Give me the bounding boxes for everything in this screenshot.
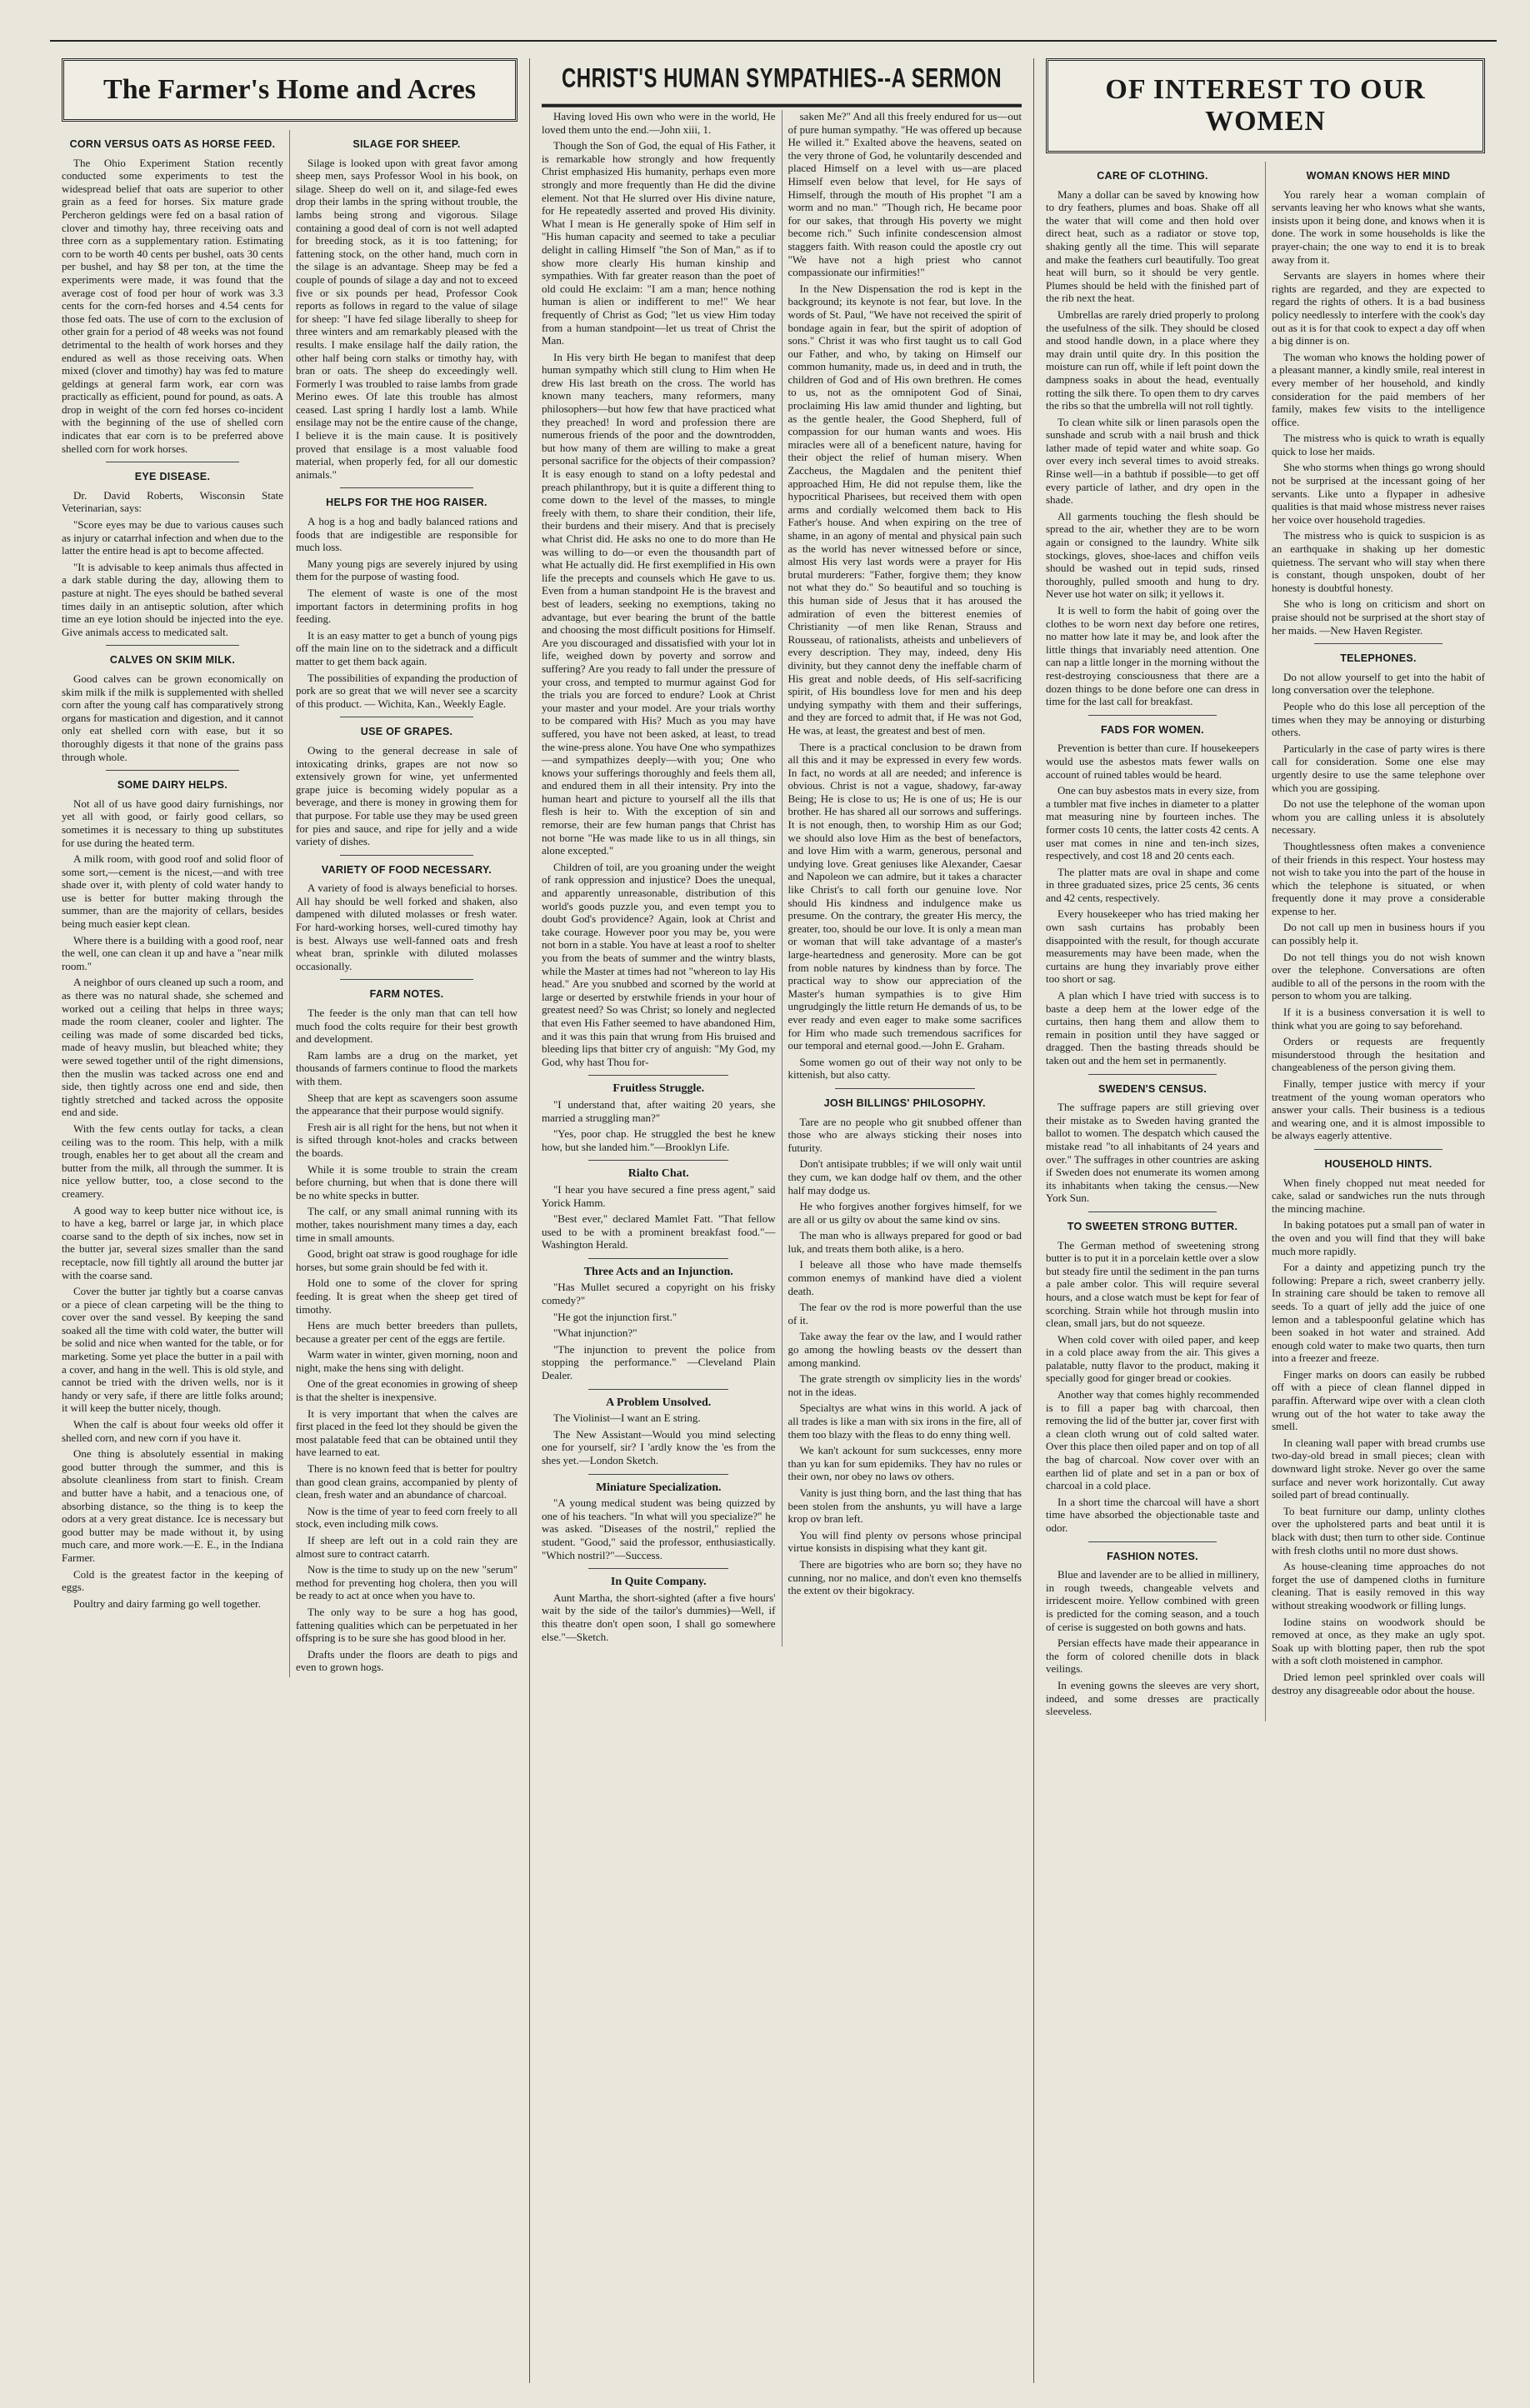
article-paragraph: A hog is a hog and badly balanced rations and foods that are indigestible are responsible for much loss. [296, 515, 518, 554]
article-paragraph: Dr. David Roberts, Wisconsin State Veterinarian, says: [62, 488, 283, 515]
article-title: FASHION NOTES. [1107, 1550, 1198, 1562]
women-column-2 [1265, 162, 1485, 1721]
short-item-title: A Problem Unsolved. [606, 1396, 712, 1409]
article-paragraph: To beat furniture our damp, unlinty clothes over the upholstered parts and beat until it is black with dust; then turn to other side. Continue with fresh cloths until no more dust shows. [1272, 1504, 1485, 1556]
article-paragraph: It is an easy matter to get a bunch of young pigs off the main line on to the sidetrack and a difficult matter to get them back again. [296, 628, 518, 667]
article-paragraph: Persian effects have made their appearance in the form of colored chenille dots in black veilings. [1046, 1636, 1259, 1676]
article-paragraph: The woman who knows the holding power of a pleasant manner, a kindly smile, real interest in every member of her household, and kindly consideration for the paid members of her family, makes few visits to the intelligence office. [1272, 350, 1485, 428]
billings-paragraph: You will find plenty ov persons whose principal virtue konsists in dispising what they kant git. [788, 1528, 1022, 1555]
article-paragraph: Poultry and dairy farming go well together. [73, 1596, 261, 1610]
women-heading: OF INTEREST TO OUR WOMEN [1046, 58, 1485, 153]
women-column-1 [1046, 162, 1265, 1721]
billings-paragraph: The man who is allways prepared for good or bad luk, and treats them both alike, is a hero. [788, 1229, 1022, 1255]
sermon-paragraph: Children of toil, are you groaning under the weight of rank oppression and injustice? Does the unequal, and apparently unreasonable, distribution of this world's goods puzzle you, and even tempt you to doubt God's providence? Again, look at Christ and take courage. However poor you may be, you were not born in a stable. You have at least a roof to shelter you from the beats of summer and the wintry blasts, while the Master at times had not "whereon to lay His head." Are you snubbed and scorned by the world at large or deserted by erstwhile friends in your hour of greatest need? So was Christ; so lonely and neglected that even His Father seemed to have abandoned Him, and it was this pain that wrung from His bruised and bleeding lips that bitter cry of anguish: "My God, my God, why hast Thou for- [542, 860, 776, 1068]
article-paragraph: Servants are slayers in homes where their rights are regarded, and they are expected to regard the rights of others. It is a bad business policy needlessly to interfere with the cook's day out as it is for that cook to expect a day off when a big dinner is on. [1272, 269, 1485, 347]
article-paragraph: A variety of food is always beneficial to horses. All hay should be well forked and shaken, also dampened with diluted molasses or fresh water. For hard-working horses, well-cured timothy hay is best. Always use well-fanned oats and fresh wheat bran, sprinkle with diluted molasses occasionally. [296, 882, 518, 972]
article-divider [1088, 1074, 1217, 1075]
article-paragraph: People who do this lose all perception of the times when they may be annoying or disturbing others. [1272, 699, 1485, 739]
short-item-paragraph: "Has Mullet secured a copyright on his frisky comedy?" [542, 1281, 776, 1307]
short-item-title: Fruitless Struggle. [612, 1082, 705, 1096]
article-paragraph: Warm water in winter, given morning, noon and night, make the hens sing with delight. [296, 1348, 518, 1374]
article-paragraph: Cold is the greatest factor in the keeping of eggs. [62, 1567, 283, 1594]
sermon-paragraph: In the New Dispensation the rod is kept in the background; its keynote is not fear, but love. In the words of St. Paul, "We have not received the spirit of bondage again in fear, but the spirit of adoption of sons." Christ it was who first taught us to call God our Father, and who, by taking on Himself our common humanity, made us, in deed and in truth, the children of God and of His own brethren. He comes to us, not as the omnipotent God of Sinai, proclaiming His law amid thunder and lighting, but as the gentle healer, the Good Shepherd, full of compassion for our human wants and woes. His miracles were all of a beneficent nature, having for their object the relief of human misery. When Zaccheus, the Magdalen and the penitent thief approached Him, He did not repulse them, like the hypocritical Pharisees, but received them with open arms and cordially welcomed them back to His Father's house. And when expiring on the tree of shame, in an agony of mental and physical pain such as the world has never witnessed before or since, almost His very last words were a prayer for His brutal murderers: "Father, forgive them; they know not what they do." So beautiful and so touching is this human side of Jesus that it has aroused the admiration of even the bitterest enemies of Christianity —of men like Renan, Strauss and Rousseau, of rationalists, atheists and unbelievers of every description. They may, indeed, deny His divinity, but they cannot deny the ineffable charm of His great and noble deeds, of His self-sacrificing spirit, of His boundless love for men and his deep undying sympathy with them and their sufferings, and they are forced to admit that, if He was not God, He was, at least, the greatest and best of men. [788, 282, 1022, 737]
article-paragraph: In a short time the charcoal will have a short time have absorbed the objectionable taste and odor. [1046, 1495, 1259, 1534]
article-title: SOME DAIRY HELPS. [117, 779, 228, 792]
article-paragraph: A milk room, with good roof and solid floor of some sort,—cement is the nicest,—and with tree shade over it, with plenty of cold water handy to use is better for butter making through the summer, than are the majority of cellars, besides being much easier kept clean. [62, 852, 283, 931]
article-paragraph: The feeder is the only man that can tell how much food the colts require for their best growth and development. [296, 1007, 518, 1046]
billings-paragraph: We kan't ackount for sum suckcesses, enny more than yu kan for sum epidemiks. They hav no rules or their own, nor obey no laws ov others. [788, 1444, 1022, 1483]
billings-paragraph: Specialtys are what wins in this world. A jack of all trades is like a man with six irons in the fire, all of them too blazy with the fleas to do enny thing well. [788, 1401, 1022, 1441]
article-paragraph: Not all of us have good dairy furnishings, nor yet all with good, or fairly good cellars, so sometimes it is necessary to thing up substitutes for use during the heated term. [62, 797, 283, 849]
article-paragraph: Hens are much better breeders than pullets, because a greater per cent of the eggs are fertile. [296, 1319, 518, 1345]
article-paragraph: Every housekeeper who has tried making her own sash curtains has probably been disappointed with the result, for though accurate measurements may have been made, when the curtains are hung they invariably prove either too short or sag. [1046, 907, 1259, 986]
article-paragraph: The mistress who is quick to wrath is equally quick to lose her maids. [1272, 432, 1485, 457]
article-paragraph: For a dainty and appetizing punch try the following: Prepare a rich, sweet cranberry jelly. In straining care should be taken to remove all seeds. To a quart of jelly add the juice of one lemon and a tablespoonful gelatine which has been soaked in hot water and strained. Add enough cold water to make two quarts, then turn into a freezer and freeze. [1272, 1261, 1485, 1365]
article-paragraph: Thoughtlessness often makes a convenience of their friends in this respect. Your hostess may not wish to take you into the part of the house in which the telephone is situated, or when frequently done it may prove a considerable expense to her. [1272, 839, 1485, 917]
sermon-paragraph: saken Me?" And all this freely endured for us—out of pure human sympathy. "He was offered up because He willed it." Exalted above the heavens, seated on the very throne of God, he voluntarily descended and placed Himself on a level with us—are placed Himself even below that level, for He says of Himself, through the mouth of His prophet "I am a worm and no man." "Though rich, He became poor for our sakes, that through His poverty we might become rich." Such infinite condescension almost staggers faith. With reason could the apostle cry out "We have not a high priest who cannot compassionate our infirmities!" [788, 110, 1022, 279]
article-paragraph: Prevention is better than cure. If housekeepers would use the asbestos mats fewer walls on account of ruined tables would be heard. [1046, 742, 1259, 781]
article-paragraph: Sheep that are kept as scavengers soon assume the appearance that their purpose would signify. [296, 1091, 518, 1117]
short-item-title: Three Acts and an Injunction. [583, 1265, 733, 1278]
article-title: HOUSEHOLD HINTS. [1324, 1157, 1432, 1170]
article-paragraph: With the few cents outlay for tacks, a clean ceiling was to the room. This help, with a milk trough, enables her to get about all the cream and butter from the milk, all through the summer. It is nice yellow butter, too, a close second to the creamery. [62, 1122, 283, 1200]
billings-title: JOSH BILLINGS' PHILOSOPHY. [823, 1097, 986, 1109]
article-paragraph: Finally, temper justice with mercy if your treatment of the young woman operators who answer your calls. Their business is a tedious and wearing one, and it is almost impossible to be always eagerly attentive. [1272, 1077, 1485, 1142]
article-paragraph: The mistress who is quick to suspicion is as an earthquake in shaking up her domestic quietness. The servant who will stay when there is constant, though unspoken, doubt of her honesty is doubtful honesty. [1272, 529, 1485, 594]
article-paragraph: "It is advisable to keep animals thus affected in a dark stable during the day, allowing them to pasture at night. The eyes should be bathed several times daily in an antiseptic solution, after which time an eye lotion should be injected into the eye. Give animals access to medicated salt. [62, 560, 283, 638]
short-item-title: In Quite Company. [610, 1576, 707, 1589]
article-title: TO SWEETEN STRONG BUTTER. [1067, 1220, 1238, 1232]
farmers-column-1 [62, 130, 289, 1677]
article-paragraph: Dried lemon peel sprinkled over coals will destroy any disagreeable odor about the house. [1272, 1670, 1485, 1696]
sermon-paragraph: Though the Son of God, the equal of His Father, it is remarkable how strongly and how frequently Christ emphasized His humanity, perhaps even more strongly and more frequently than He did the divine element. Not that He slurred over His divine nature, for He repeatedly asserted and proved His divinity. What I mean is He generally spoke of Him self in "His human capacity and seemed to take a peculiar delight in calling Himself "the Son of Man," as if to show more clearly His human kinship and sympathies. With far greater reason than the poet of old could He exclaim: "I am a man; hence nothing human is alien or indifferent to me!" We hear frequently of Christ as God; "let us view Him today from a human standpoint—let us treat of Christ the Man. [542, 139, 776, 347]
article-paragraph: Do not call up men in business hours if you can possibly help it. [1272, 921, 1485, 947]
article-paragraph: "Score eyes may be due to various causes such as injury or catarrhal infection and when due to the latter the entire head is apt to become affected. [62, 518, 283, 557]
short-item-paragraph: "What injunction?" [553, 1326, 638, 1340]
article-paragraph: Silage is looked upon with great favor among sheep men, says Professor Wool in his book, on silage. Sheep do well on it, and silage-fed ewes drop their lambs in the spring without trouble, the lambs being strong and vigorous. Silage containing a good deal of corn is not well adapted for breeding stock, as it is too fattening; for fattening stock, on the other hand, much corn in the silage is an advantage. Sheep may be fed a couple of pounds of silage a day and not to exceed five or six pounds per head, Professor Cook reports as follows in regard to the value of silage for sheep: "I have fed silage liberally to sheep for three winters and am remarkably pleased with the results. I make ensilage half the daily ration, the other half being corn stalks or timothy hay, with bran or oats. The sheep do exceedingly well. Formerly I was troubled to raise lambs from grade Merino ewes. Of late this trouble has almost ceased. Last spring I hardly lost a lamb. While ensilage may not be the entire cause of the change, I believe it is the main cause. It is positively proved that ensilage is a most valuable food material, when properly fed, for all our domestic animals." [296, 156, 518, 481]
short-item-paragraph: The Violinist—I want an E string. [553, 1411, 701, 1425]
article-paragraph: It is well to form the habit of going over the clothes to be worn next day before one retires, no matter how late it may be, and look after the little things that invariably need attention. One can nap a little longer in the morning without the rest-destroying consciousness that there are a dozen things to be done before one can dress in time for the last call for breakfast. [1046, 604, 1259, 708]
article-title: FARM NOTES. [369, 988, 444, 1001]
article-paragraph: The element of waste is one of the most important factors in determining profits in hog feeding. [296, 587, 518, 626]
billings-paragraph: I beleave all those who have made themselfs common enemys of mankind have died a violent death. [788, 1258, 1022, 1297]
short-item-paragraph: "The injunction to prevent the police from stopping the performance." —Cleveland Plain Dealer. [542, 1342, 776, 1382]
article-paragraph: She who is long on criticism and short on praise should not be surprised at the short stay of her maids. —New Haven Register. [1272, 597, 1485, 637]
article-paragraph: When the calf is about four weeks old offer it shelled corn, and new corn if you have it. [62, 1418, 283, 1444]
article-paragraph: A plan which I have tried with success is to baste a deep hem at the lower edge of the curtains, then hang them and allow them to remain in position until they have sagged or dragged. Then the basting threads should be taken out and the hem set in permanently. [1046, 989, 1259, 1067]
billings-paragraph: Don't antisipate trubbles; if we will only wait until they cum, we kan dodge half ov them, and the other half may dodge us. [788, 1157, 1022, 1197]
short-item-paragraph: "I understand that, after waiting 20 years, she married a struggling man?" [542, 1097, 776, 1124]
farmers-column-2 [289, 130, 518, 1677]
article-title: WOMAN KNOWS HER MIND [1306, 170, 1451, 182]
article-paragraph: In baking potatoes put a small pan of water in the oven and you will find that they will bake much more rapidly. [1272, 1218, 1485, 1257]
article-divider [340, 855, 473, 856]
billings-paragraph: Take away the fear ov the law, and I would rather go among the howling beasts ov the dessert than among mankind. [788, 1330, 1022, 1369]
article-divider [588, 1075, 728, 1076]
billings-paragraph: Tare are no people who git snubbed offener than those who are always sticking their noses into futurity. [788, 1115, 1022, 1154]
article-divider [340, 979, 473, 980]
article-divider [588, 1568, 728, 1569]
article-paragraph: When finely chopped nut meat needed for cake, salad or sandwiches run the nuts through the mincing machine. [1272, 1176, 1485, 1215]
article-paragraph: When cold cover with oiled paper, and keep in a cold place away from the air. This gives a palatable, nutty flavor to the product, making it specially good for ginger bread or cookies. [1046, 1332, 1259, 1385]
short-item-paragraph: "Best ever," declared Mamlet Fatt. "That fellow used to be with a prominent breakfast food."—Washington Herald. [542, 1212, 776, 1251]
article-paragraph: Where there is a building with a good roof, near the well, one can clean it up and have a "near milk room." [62, 933, 283, 972]
short-item-paragraph: The New Assistant—Would you mind selecting one for yourself, sir? I 'ardly know the 'es from the shes yet.—London Sketch. [542, 1427, 776, 1466]
sermon-section [529, 58, 1033, 2383]
article-title: USE OF GRAPES. [360, 726, 453, 738]
article-paragraph: One of the great economies in growing of sheep is that the shelter is inexpensive. [296, 1377, 518, 1404]
article-paragraph: If it is a business conversation it is well to think what you are going to say beforehand. [1272, 1006, 1485, 1032]
article-paragraph: The platter mats are oval in shape and come in three graduated sizes, price 25 cents, 36 cents and 42 cents, respectively. [1046, 865, 1259, 904]
sermon-paragraph: There is a practical conclusion to be drawn from all this and it may be expressed in every few words. In fact, no words at all are needed; and inference is obvious. Christ is not a vague, shadowy, far-away Being; He is close to us; He is one of us; He is our brother. He has shared all our sorrows and sufferings. It is not enough, then, to worship Him as our God; we should also love Him as the best of benefactors, and love Him with a warm, generous, personal and undying love. Great geniuses like Alexander, Caesar and Napoleon we can admire, but it takes a character like Christ's to call forth our genuine love. Nor should His kindness and indulgence make us presume. On the contrary, the greater His mercy, the greater, too, should be our love. It is only a mean man or woman that will take advantage of a master's large-heartedness and generosity. More can be got from noble natures by kindness than by force. The practical way to show our appreciation of the Master's human sympathies is to give Him ungrudgingly the little return He demands of us, to be ever ready and even eager to make some sacrifices for Him who made such tremendous sacrifices for our temporal and eternal good.—John E. Graham. [788, 740, 1022, 1052]
article-paragraph: Hold one to some of the clover for spring feeding. It is great when the sheep get tired of timothy. [296, 1276, 518, 1316]
article-divider [106, 645, 239, 646]
sermon-paragraph: Having loved His own who were in the world, He loved them unto the end.—John xiii, 1. [542, 110, 776, 136]
article-paragraph: One can buy asbestos mats in every size, from a tumbler mat five inches in diameter to a platter mat measuring nine by fourteen inches. The former costs 10 cents, the latter costs 42 cents. A user mat comes in nine and ten-inch sizes, respectively, and cost 18 and 20 cents each. [1046, 784, 1259, 862]
article-paragraph: It is very important that when the calves are first placed in the feed lot they should be given the most palatable feed that can be obtained until they have learned to eat. [296, 1406, 518, 1459]
article-paragraph: Another way that comes highly recommended is to fill a paper bag with charcoal, then removing the lid of the butter jar, cover first with a clean cloth wrung out of cold salted water. Over this place then oiled paper and on top of all the bag of charcoal. Now cover over with an earthen lid of plate and set in a pan or box of charcoal in a cold place. [1046, 1388, 1259, 1492]
article-paragraph: Now is the time to study up on the new "serum" method for preventing hog cholera, then you will be ready to act at once when you have to. [296, 1563, 518, 1602]
billings-paragraph: Vanity is just thing born, and the last thing that has been stolen from the anshunts, yu will have a large krop ov bran left. [788, 1486, 1022, 1526]
short-item-paragraph: "I hear you have secured a fine press agent," said Yorick Hamm. [542, 1182, 776, 1209]
article-paragraph: In cleaning wall paper with bread crumbs use two-day-old bread in small pieces; clean with downward light stroke. Never go over the same surface and never work horizontally. Cut away soiled part of bread continually. [1272, 1436, 1485, 1501]
article-paragraph: If sheep are left out in a cold rain they are almost sure to contract catarrh. [296, 1534, 518, 1560]
article-divider [1088, 1541, 1217, 1542]
article-title: TELEPHONES. [1340, 652, 1417, 665]
article-paragraph: The German method of sweetening strong butter is to put it in a porcelain kettle over a slow but steady fire until the sediment in the pan turns a pale amber color. This will require several hours, and a close watch must be kept for fear of scorching. Strain while hot through muslin into clean, small jars, but do not squeeze. [1046, 1238, 1259, 1330]
sermon-column-2 [782, 110, 1022, 1646]
article-paragraph: Good calves can be grown economically on skim milk if the milk is supplemented with shelled corn after the young calf has comparatively strong organs for mastication and digestion, and it cannot only eat shelled corn with ease, but it so thoroughly digests it that none of the grains pass through whole. [62, 672, 283, 763]
article-paragraph: As house-cleaning time approaches do not forget the use of dampened cloths in furniture cleaning. That is easily removed in this way without streaking woodwork or filling lungs. [1272, 1560, 1485, 1611]
short-item-paragraph: Aunt Martha, the short-sighted (after a five hours' wait by the side of the tailor's dummies)—Well, if this theatre don't open soon, I shall go somewhere else."—Sketch. [542, 1591, 776, 1643]
women-section [1033, 58, 1497, 2383]
article-paragraph: In evening gowns the sleeves are very short, indeed, and some dresses are practically sleeveless. [1046, 1678, 1259, 1718]
article-paragraph: Orders or requests are frequently misunderstood through the hesitation and changeableness of the person giving them. [1272, 1035, 1485, 1074]
article-paragraph: Do not allow yourself to get into the habit of long conversation over the telephone. [1272, 670, 1485, 697]
article-paragraph: Fresh air is all right for the hens, but not when it is sifted through knot-holes and cracks between the boards. [296, 1120, 518, 1159]
article-paragraph: Ram lambs are a drug on the market, yet thousands of farmers continue to flood the markets with them. [296, 1048, 518, 1087]
sermon-column-1 [542, 110, 782, 1646]
article-paragraph: Good, bright oat straw is good roughage for idle horses, but some grain should be fed with it. [296, 1247, 518, 1273]
article-paragraph: Particularly in the case of party wires is there call for consideration. Some one else may urgently desire to use the same telephone over which you are gossiping. [1272, 742, 1485, 794]
article-divider [1314, 1149, 1442, 1150]
article-paragraph: To clean white silk or linen parasols open the sunshade and scrub with a nail brush and thick lather made of tepid water and white soap. Go over every inch several times to avoid streaks. Rinse well—in a bathtub if possible—to get off every particle of lather, and dry open in the shade. [1046, 415, 1259, 507]
article-paragraph: The possibilities of expanding the production of pork are so great that we will never see a scarcity of this product. — Wichita, Kan., Weekly Eagle. [296, 671, 518, 710]
article-paragraph: The Ohio Experiment Station recently conducted some experiments to test the widespread belief that oats are superior to other grain as a feed for horses. Six mature grade Percheron geldings were fed on a basal ration of clover and timothy hay, three receiving oats and three corn as a supplementary ration. Estimating corn to be worth 40 cents per bushel, oats 30 cents per bushel, and hay $8 per ton, at the time the experiments were made, it was found that the average cost of food per hour of work was 3.3 cents for the corn-fed horses and 4.54 cents for those fed oats. The use of corn to the exclusion of other grain for a period of 48 weeks was not found detrimental to the health of work horses and they endured as well as those receiving oats. When mixed (clover and timothy) hay was fed to mature geldings at general farm work, ear corn was practically as efficient, pound for pound, as oats. A drop in weight of the corn fed horses co-incident with the beginning of the use of shelled corn indicates that ear corn is to be preferred above shelled corn for work horses. [62, 156, 283, 455]
article-paragraph: Many young pigs are severely injured by using them for the purpose of wasting food. [296, 557, 518, 583]
article-title: FADS FOR WOMEN. [1101, 723, 1204, 736]
article-title: CORN VERSUS OATS AS HORSE FEED. [69, 138, 276, 150]
sermon-paragraph: In His very birth He began to manifest that deep human sympathy which still clung to Him when He drew His last breath on the cross. The world has known many teachers, many reformers, many philosophers—but how few that have practiced what they preached! In word and profession there are numerous friends of the poor and the downtrodden, but how many of them are willing to make a great personal sacrifice for the objects of their compassion? It is easy enough to stand on a lofty pedestal and preach philanthropy, but it is quite a different thing to come down to the level of the masses, to mingle freely with them, to share their condition, their life, their burdens and their misery. And that is precisely what Christ did. He asks no one to do more than He was willing to do—or even the thousandth part of what He actually did. He first exemplified in His own life the precepts and counsels which He gave to us. Even from a human standpoint He is the bravest and best of leaders, seeking no exemptions, taking no advantage, but ever bearing the brunt of the battle and choosing the most difficult positions for Himself. Are you discouraged and dissatisfied with your lot in life, weighed down by poverty and sorrow and suffering? Are you ready to fall under the pressure of your cross, and tempted to murmur against God for the trials you are forced to endure? Look at Christ your master and your model. Are your trials worthy to be compared with His? Much as you may have suffered, you have not been asked, at least, to tread the wine-press alone. You have One who sympathizes—and sympathizes deeply—with you; One who knows your sufferings thoroughly and feels them all, and endured them in all their intensity. Pry into the human heart and picture to yourself all the ills that flesh is heir to. With the exception of sin and remorse, their are few human pangs that Christ has not borne "He was made like to us in all things, sin alone excepted." [542, 350, 776, 857]
short-item-paragraph: "Yes, poor chap. He struggled the best he knew how, but she landed him."—Brooklyn Life. [542, 1127, 776, 1153]
article-title: SILAGE FOR SHEEP. [352, 138, 461, 150]
farmers-section [50, 58, 529, 2383]
sermon-banner: CHRIST'S HUMAN SYMPATHIES--A SERMON [542, 58, 1022, 107]
article-paragraph: Cover the butter jar tightly but a coarse canvas or a piece of clean carpeting will be the thing to cover over the sand vessel. By keeping the sand soaked all the time with cold water, the butter will be solid and nice when wanted for the table, or for marketing. Some yet place the butter in a pail with a cover, and hang in the well. This is old style, and cannot be tried with the driven wells, nor is it handy or very safe, if there are little folks around; it will keep the butter nicely, though. [62, 1285, 283, 1415]
article-title: SWEDEN'S CENSUS. [1098, 1082, 1207, 1095]
article-paragraph: The calf, or any small animal running with its mother, takes nourishment many times a day, each time in small amounts. [296, 1205, 518, 1244]
short-item-paragraph: "A young medical student was being quizzed by one of his teachers. "In what will you specialize?" he was asked. "Diseases of the nostril," replied the student. "Good," said the professor, enthusiastically. "Which nostril?"—Success. [542, 1496, 776, 1561]
article-divider [588, 1474, 728, 1475]
article-divider [1314, 643, 1442, 644]
article-paragraph: A neighbor of ours cleaned up such a room, and as there was no natural shade, she schemed and worked out a ceiling that helps in three ways; made the room cleaner, cooler and lighter. The ceiling was made of some discarded bed ticks, made of heavy muslin, but bleached white; they were sewed together until of the right dimensions, then the muslin was tacked across one end and side, then tightly across one end and side, then tightly stretched and tacked across the opposite end and side. [62, 976, 283, 1119]
billings-paragraph: The grate strength ov simplicity lies in the words' not in the ideas. [788, 1372, 1022, 1398]
article-paragraph: The only way to be sure a hog has good, fattening qualities which can be perpetuated in her offspring is to be sure she has good blood in her. [296, 1605, 518, 1645]
article-paragraph: Now is the time of year to feed corn freely to all stock, even including milk cows. [296, 1504, 518, 1531]
article-paragraph: You rarely hear a woman complain of servants leaving her who knows what she wants, insists upon it being done, and knows when it is done. The work in some households is like the prayer-chain; the one way to end it is to break away from it. [1272, 187, 1485, 266]
article-paragraph: Umbrellas are rarely dried properly to prolong the usefulness of the silk. They should be closed and stood handle down, in a place where they may drain until quite dry. In this position the moisture can run off, while if left point down the dampness soaks in about the head, eventually rotting the silk there. To open them to dry carves the ribs so that the umbrella will not roll tightly. [1046, 307, 1259, 412]
article-divider [340, 487, 473, 488]
article-divider [1088, 715, 1217, 716]
article-title: CALVES ON SKIM MILK. [109, 654, 236, 667]
article-title: EYE DISEASE. [134, 471, 211, 483]
article-title: CARE OF CLOTHING. [1097, 170, 1208, 182]
article-paragraph: She who storms when things go wrong should not be surprised at the incessant going of her servants. Like unto a flypaper in adhesive qualities is that maid whose mistress never raises her voice over household tragedies. [1272, 461, 1485, 526]
article-paragraph: One thing is absolutely essential in making good butter through the summer, and this is absolute cleanliness from start to finish. Cream and butter have a habit, and a tenacious one, of absorbing distance, so the thing is to keep the odors at a very great distance. Ice is necessary but good butter may be made without it, by using much care, and more work.—E. E., in the Indiana Farmer. [62, 1447, 283, 1564]
article-title: VARIETY OF FOOD NECESSARY. [321, 863, 492, 876]
article-paragraph: Do not tell things you do not wish known over the telephone. Conversations are often audible to all of the persons in the room with the person to whom you are talking. [1272, 950, 1485, 1002]
article-divider [106, 770, 239, 771]
article-paragraph: Finger marks on doors can easily be rubbed off with a piece of clean flannel dipped in paraffin. Afterward wipe over with a clean cloth wrung out of the hot water to take away the smell. [1272, 1367, 1485, 1433]
article-paragraph: Owing to the general decrease in sale of intoxicating drinks, grapes are not now so extensively grown for wine, yet unfermented grape juice is becoming widely popular as a beverage, and there is money in growing them for that purpose. For table use they may be used green for pies and sauce, and ripe for jelly and a wide variety of dishes. [296, 743, 518, 848]
billings-paragraph: The fear ov the rod is more powerful than the use of it. [788, 1301, 1022, 1326]
article-paragraph: There is no known feed that is better for poultry than good clean grains, accompanied by plenty of clean, fresh water and an abundance of charcoal. [296, 1462, 518, 1501]
article-paragraph: While it is some trouble to strain the cream before churning, but when that is done there will be no white specks in butter. [296, 1162, 518, 1202]
short-item-title: Miniature Specialization. [595, 1481, 722, 1494]
article-divider [588, 1258, 728, 1259]
article-divider [588, 1160, 728, 1161]
billings-paragraph: He who forgives another forgives himself, for we are all or us gilty ov about the same kind ov sins. [788, 1200, 1022, 1226]
article-paragraph: All garments touching the flesh should be spread to the air, whether they are to be worn again or consigned to the laundry. White silk stockings, gloves, shoe-laces and chiffon veils should be washed out in tepid suds, rinsed thoroughly, pulled smooth and hung to dry. Never use hot water on silk; it yellows it. [1046, 509, 1259, 601]
article-divider [1088, 1211, 1217, 1212]
article-paragraph: Blue and lavender are to be allied in millinery, in rough tweeds, changeable velvets and irridescent moire. Yellow combined with green is predicted for the coming season, and a touch of cerise is suggested on both gowns and hats. [1046, 1568, 1259, 1633]
article-paragraph: Drafts under the floors are death to pigs and even to grown hogs. [296, 1647, 518, 1674]
article-paragraph: Iodine stains on woodwork should be removed at once, as they make an ugly spot. Soak up with blotting paper, then rub the spot with a soft cloth moistened in camphor. [1272, 1615, 1485, 1667]
article-divider [835, 1088, 975, 1089]
sermon-paragraph: Some women go out of their way not only to be kittenish, but also catty. [788, 1055, 1022, 1082]
article-divider [588, 1389, 728, 1390]
article-paragraph: Do not use the telephone of the woman upon whom you are calling unless it is absolutely necessary. [1272, 797, 1485, 837]
farmers-heading: The Farmer's Home and Acres [62, 58, 518, 122]
article-title: HELPS FOR THE HOG RAISER. [326, 497, 488, 509]
article-paragraph: Many a dollar can be saved by knowing how to dry feathers, plumes and boas. Shake off all the water that will come and then hold over direct heat, such as a radiator or stove top, shaking gently all the time. This will separate and make the feathers curl beautifully. Too great heat will burn, so it should be very gentle. Plumes should be held with the finished part of the rib next the heat. [1046, 187, 1259, 305]
article-paragraph: The suffrage papers are still grieving over their mistake as to Sweden having granted the ballot to women. The despatch which caused the mistake read "to all inhabitants of 24 years and over." The suffrages in other countries are asking if Sweden does not enumerate its women among its inhabitants when taking the census.—New York Sun. [1046, 1101, 1259, 1205]
billings-paragraph: There are bigotries who are born so; they have no cunning, nor no malice, and don't even kno themselfs the extent ov their bigokracy. [788, 1557, 1022, 1597]
short-item-title: Rialto Chat. [628, 1167, 689, 1181]
article-paragraph: A good way to keep butter nice without ice, is to have a keg, barrel or large jar, in which place coarse sand to the depth of six inches, now set in the butter jar, several sizes smaller than the sand receptacle, now fill tightly all around the butter jar with the coarse sand. [62, 1203, 283, 1281]
short-item-paragraph: "He got the injunction first." [553, 1310, 678, 1323]
